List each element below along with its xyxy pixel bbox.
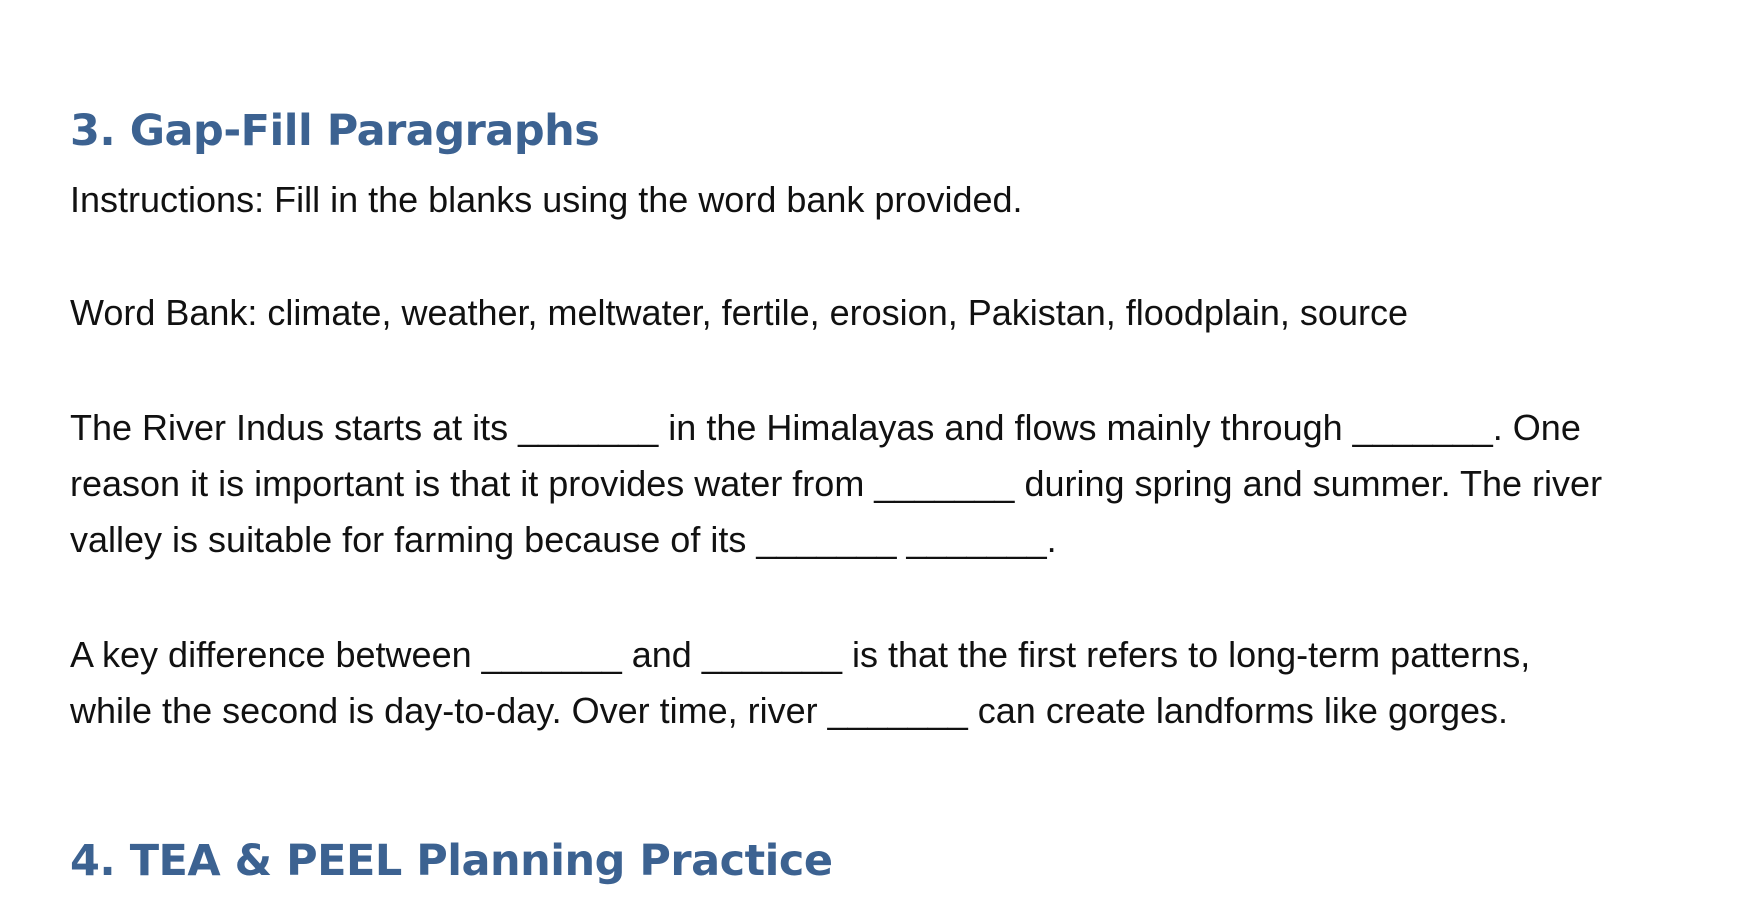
paragraph-1-line-3: valley is suitable for farming because of its _______ _______. [70, 519, 1057, 560]
gap-fill-paragraph-2 [70, 627, 1690, 739]
gap-fill-instructions: Instructions: Fill in the blanks using the word bank provided. [70, 179, 1023, 220]
paragraph-1-line-2: reason it is important is that it provides water from _______ during spring and summer. The river [70, 463, 1603, 504]
paragraph-1-line-1: The River Indus starts at its _______ in the Himalayas and flows mainly through _______. One [70, 407, 1581, 448]
paragraph-2-line-2: while the second is day-to-day. Over time, river _______ can create landforms like gorges. [70, 690, 1509, 731]
gap-fill-paragraph-1 [70, 400, 1690, 568]
word-bank: Word Bank: climate, weather, meltwater, fertile, erosion, Pakistan, floodplain, source [70, 292, 1408, 333]
tea-peel-heading: 4. TEA & PEEL Planning Practice [70, 836, 833, 886]
paragraph-2-line-1: A key difference between _______ and _______ is that the first refers to long-term patterns, [70, 634, 1531, 675]
gap-fill-heading: 3. Gap-Fill Paragraphs [70, 106, 600, 156]
